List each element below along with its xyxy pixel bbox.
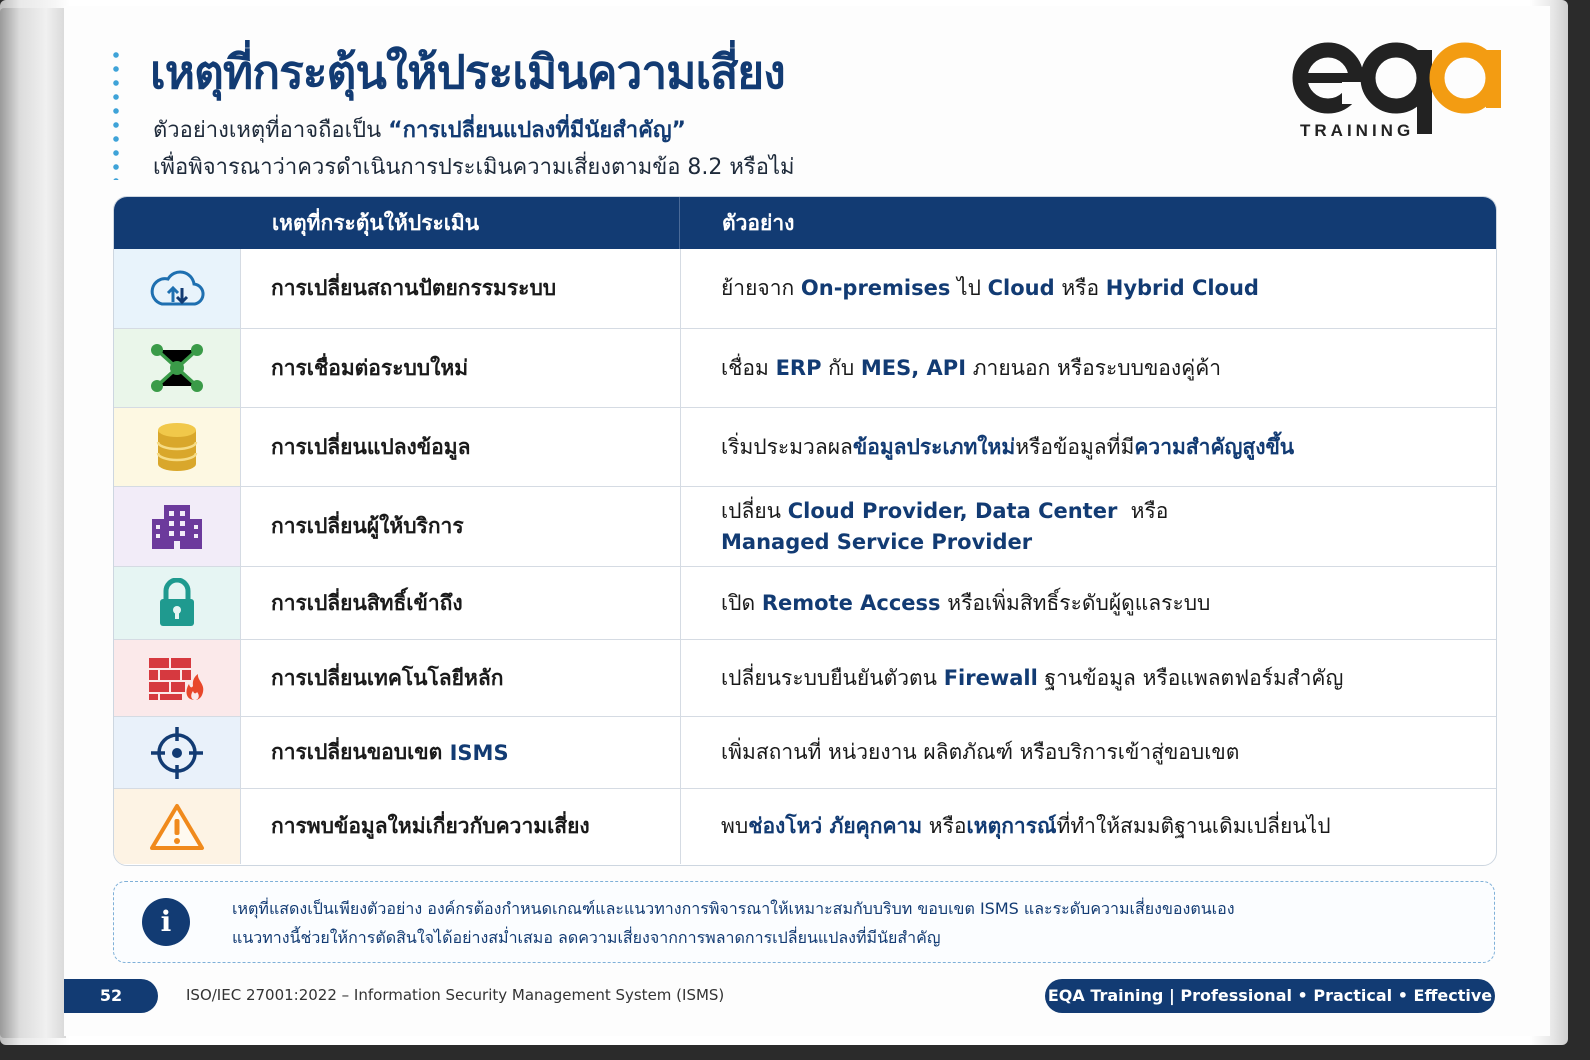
example-plain: เพิ่มสถานที่ หน่วยงาน ผลิตภัณฑ์ หรือบริการเข้าสู่ขอบเขต (721, 740, 1240, 764)
trigger-label: การเปลี่ยนสถานปัตยกรรมระบบ (241, 249, 681, 328)
trigger-label: การเปลี่ยนเทคโนโลยีหลัก (241, 640, 681, 716)
network-nodes-icon (114, 329, 241, 407)
example-cell (681, 640, 1496, 716)
trigger-label (241, 717, 681, 788)
example-plain: ย้ายจาก (721, 276, 801, 300)
table-row (114, 486, 1496, 566)
example-plain: หรือ (922, 814, 967, 838)
example-text (721, 811, 1331, 842)
info-icon: i (142, 898, 190, 946)
header-trigger: เหตุที่กระตุ้นให้ประเมิน (114, 197, 680, 249)
example-cell (681, 329, 1496, 407)
example-cell (681, 249, 1496, 328)
page-subtitle (153, 112, 795, 186)
firewall-icon (114, 640, 241, 716)
trigger-label: การเชื่อมต่อระบบใหม่ (241, 329, 681, 407)
cloud-sync-icon (114, 249, 241, 328)
subtitle-line2: เพื่อพิจารณาว่าควรดำเนินการประเมินความเสี่ยงตามข้อ 8.2 หรือไม่ (153, 155, 795, 180)
example-cell (681, 408, 1496, 486)
eqa-logo (1290, 36, 1505, 144)
example-highlight: Hybrid Cloud (1105, 276, 1259, 300)
table-row (114, 328, 1496, 407)
table-row (114, 639, 1496, 716)
header-example: ตัวอย่าง (722, 211, 795, 235)
example-plain: เปลี่ยนระบบยืนยันตัวตน (721, 665, 944, 690)
example-plain: ไป (950, 276, 988, 300)
table-row (114, 407, 1496, 486)
example-plain: เปลี่ยน (721, 498, 788, 523)
example-text (721, 432, 1294, 463)
example-highlight: ช่องโหว่ ภัยคุกคาม (748, 814, 923, 838)
note-line-1: เหตุที่แสดงเป็นเพียงตัวอย่าง องค์กรต้องกำหนดเกณฑ์และแนวทางการพิจารณาให้เหมาะสมกับบริบท ขอบเขต ISMS และระดับความเสี่ยงของตนเอง (232, 899, 1235, 918)
example-highlight: ERP (775, 355, 822, 380)
example-highlight: Firewall (943, 665, 1038, 690)
table-row (114, 788, 1496, 864)
example-highlight: ความสำคัญสูงขึ้น (1134, 434, 1295, 459)
example-cell (681, 567, 1496, 639)
example-highlight: ข้อมูลประเภทใหม่ (852, 434, 1016, 459)
trigger-label-isms: ISMS (449, 740, 509, 765)
example-highlight: Cloud Provider, Data Center (787, 498, 1118, 523)
dotted-accent (112, 48, 120, 180)
table-header (114, 197, 1496, 249)
footer-doc-title: ISO/IEC 27001:2022 – Information Security Management System (ISMS) (186, 986, 725, 1004)
trigger-table (113, 196, 1497, 866)
example-plain: เชื่อม (721, 355, 776, 380)
example-plain: หรือ (1117, 498, 1169, 523)
example-plain: หรือข้อมูลที่มี (1015, 434, 1135, 459)
example-text (721, 353, 1221, 384)
example-text (721, 588, 1210, 619)
example-text (721, 496, 1168, 558)
example-plain: ภายนอก หรือระบบของคู่ค้า (966, 355, 1222, 380)
example-highlight: Managed Service Provider (721, 529, 1033, 554)
example-plain: ที่ทำให้สมมติฐานเดิมเปลี่ยนไป (1056, 814, 1331, 838)
subtitle-highlight: “การเปลี่ยนแปลงที่มีนัยสำคัญ” (388, 118, 687, 143)
lock-icon (114, 567, 241, 639)
example-cell (681, 789, 1496, 864)
page-number: 52 (64, 979, 158, 1013)
building-icon (114, 487, 241, 566)
subtitle-prefix: ตัวอย่างเหตุที่อาจถือเป็น (153, 118, 389, 143)
example-plain: หรือเพิ่มสิทธิ์ระดับผู้ดูแลระบบ (940, 590, 1211, 615)
page-title: เหตุที่กระตุ้นให้ประเมินความเสี่ยง (150, 45, 785, 99)
table-row (114, 249, 1496, 328)
trigger-label: การพบข้อมูลใหม่เกี่ยวกับความเสี่ยง (241, 789, 681, 864)
table-row (114, 716, 1496, 788)
example-text (721, 273, 1259, 304)
example-highlight: Cloud (987, 276, 1055, 300)
footer-tagline: EQA Training | Professional • Practical • Effective (1045, 979, 1495, 1013)
example-highlight: MES, API (860, 355, 967, 380)
table-row (114, 566, 1496, 639)
trigger-label: การเปลี่ยนแปลงข้อมูล (241, 408, 681, 486)
trigger-label: การเปลี่ยนสิทธิ์เข้าถึง (241, 567, 681, 639)
example-text (721, 737, 1239, 768)
database-icon (114, 408, 241, 486)
trigger-label-text: การเปลี่ยนขอบเขต (271, 740, 443, 764)
example-plain: พบ (721, 814, 749, 838)
example-plain: เปิด (721, 590, 762, 615)
example-plain: หรือ (1054, 276, 1106, 300)
note-line-2: แนวทางนี้ช่วยให้การตัดสินใจได้อย่างสม่ำเสมอ ลดความเสี่ยงจากการพลาดการเปลี่ยนแปลงที่มีนัยสำคัญ (232, 928, 941, 947)
example-plain: เริ่มประมวลผล (721, 434, 853, 459)
trigger-label: การเปลี่ยนผู้ให้บริการ (241, 487, 681, 566)
example-highlight: Remote Access (761, 590, 941, 615)
example-plain: กับ (821, 355, 861, 380)
left-page-edge (0, 8, 66, 1038)
example-plain: ฐานข้อมูล หรือแพลตฟอร์มสำคัญ (1037, 665, 1344, 690)
example-highlight: On-premises (800, 276, 951, 300)
example-cell (681, 487, 1496, 566)
example-text (721, 663, 1343, 694)
target-icon (114, 717, 241, 788)
example-highlight: เหตุการณ์ (966, 814, 1057, 838)
note-box (113, 881, 1495, 963)
example-cell (681, 717, 1496, 788)
note-text (232, 894, 1235, 952)
warning-icon (114, 789, 241, 864)
logo-training-text: TRAINING (1300, 121, 1415, 140)
